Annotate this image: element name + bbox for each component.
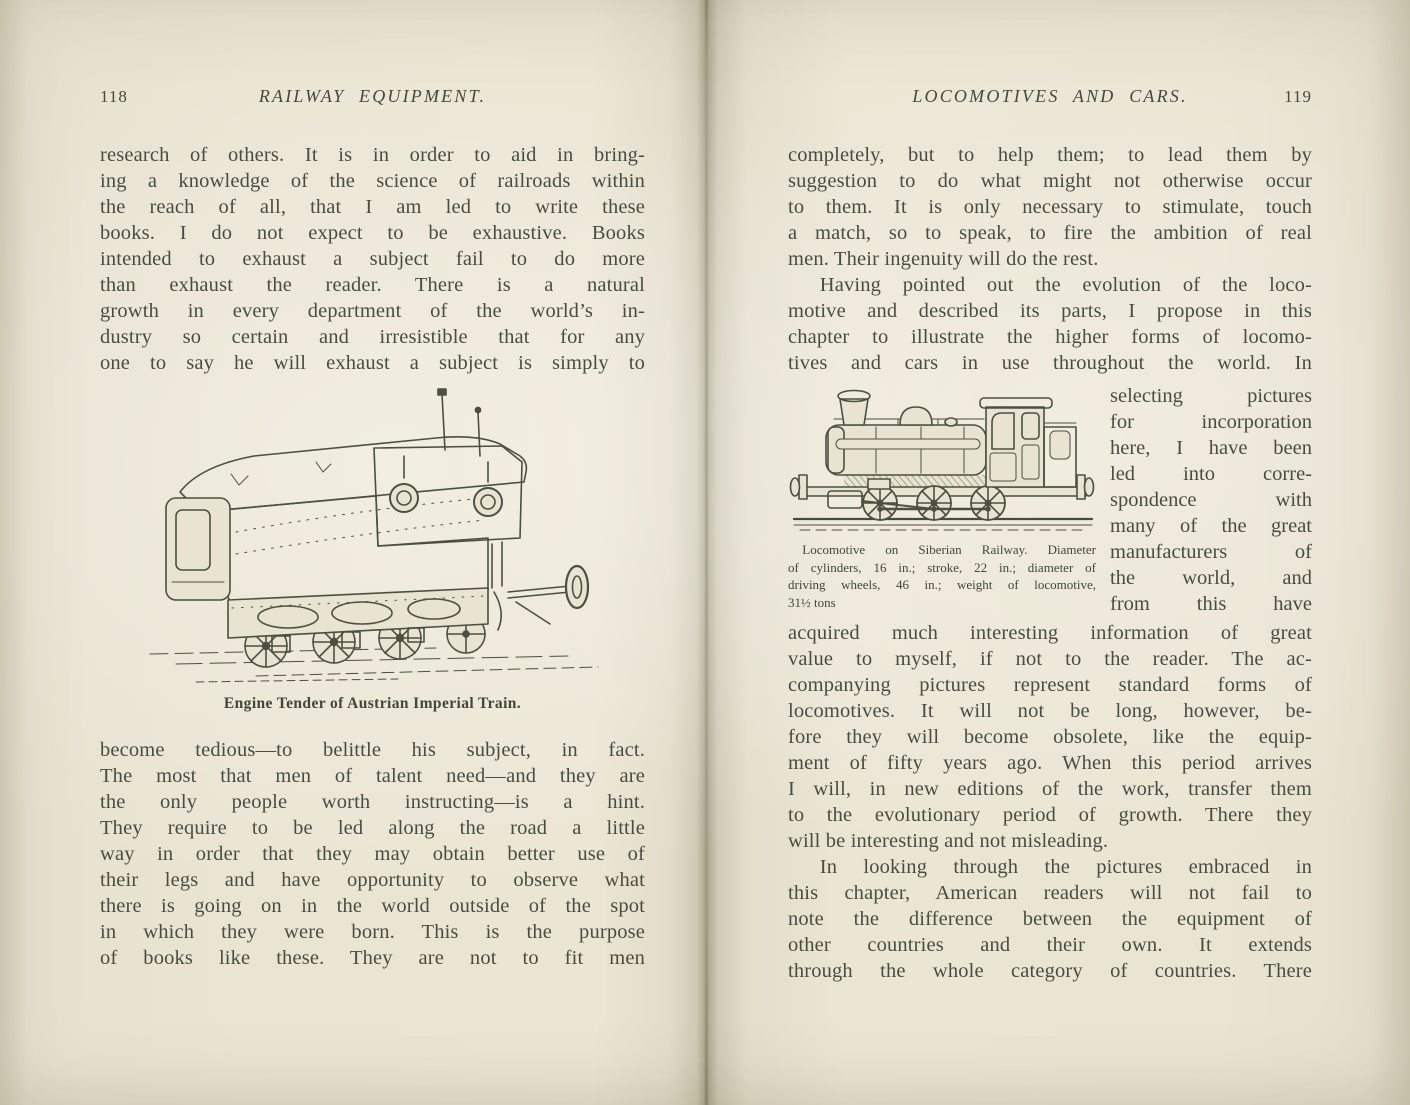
text-line: of cylinders, 16 in.; stroke, 22 in.; diameter of (788, 559, 1096, 575)
text-line: ment of fifty years ago. When this period arrives (788, 751, 1312, 774)
text-line: companying pictures represent standard forms of (788, 673, 1312, 696)
right-page-number: 119 (1284, 87, 1312, 106)
text-line: I will, in new editions of the work, transfer them (788, 777, 1312, 800)
text-line: to the evolutionary period of growth. There they (788, 803, 1312, 826)
text-line: for incorporation (1110, 411, 1312, 433)
text-line: locomotives. It will not be long, however, be- (788, 699, 1312, 722)
right-paragraph-3 (788, 854, 1312, 984)
text-line: spondence with (1110, 489, 1312, 511)
right-paragraph-1 (788, 142, 1312, 246)
locomotive-figure-caption-last-line: 31½ tons (788, 594, 836, 610)
left-running-head (100, 86, 645, 108)
text-line: manufacturers of (1110, 541, 1312, 563)
left-paragraph-top (100, 142, 645, 376)
locomotive-figure (788, 383, 1096, 620)
text-line: a match, so to speak, to fire the ambition of real (788, 222, 1312, 244)
text-line: than exhaust the reader. There is a natural (100, 274, 645, 296)
locomotive-figure-row (788, 383, 1312, 620)
text-line: selecting pictures (1110, 385, 1312, 407)
right-running-title: LOCOMOTIVES AND CARS. (912, 86, 1188, 106)
text-line: this chapter, American readers will not fail to (788, 881, 1312, 904)
left-page-number: 118 (100, 87, 128, 106)
page-gutter-shadow (705, 0, 708, 1105)
text-line: They require to be led along the road a little (100, 817, 645, 839)
text-line: chapter to illustrate the higher forms of locomo- (788, 326, 1312, 348)
text-line: their legs and have opportunity to observe what (100, 869, 645, 891)
text-line: from this have (1110, 593, 1312, 615)
text-line: suggestion to do what might not otherwise occur (788, 170, 1312, 192)
right-paragraph-2-final-line: will be interesting and not misleading. (788, 829, 1109, 852)
text-line: completely, but to help them; to lead them by (788, 144, 1312, 166)
text-line: Having pointed out the evolution of the loco- (819, 274, 1312, 296)
text-line: here, I have been (1110, 437, 1312, 459)
text-line: motive and described its parts, I propose in this (788, 300, 1312, 322)
text-line: the only people worth instructing—is a hint. (100, 791, 645, 813)
text-line: many of the great (1110, 515, 1312, 537)
tender-figure-caption: Engine Tender of Austrian Imperial Train. (223, 695, 522, 712)
locomotive-illustration (788, 383, 1096, 533)
text-line: of books like these. They are not to fit men (100, 947, 645, 969)
text-line: way in order that they may obtain better use of (100, 843, 645, 865)
right-running-head (788, 86, 1312, 108)
text-line: acquired much interesting information of great (788, 621, 1312, 644)
engine-tender-illustration (136, 386, 606, 686)
text-line: through the whole category of countries. There (788, 959, 1312, 982)
text-line: growth in every department of the world’s in- (100, 300, 645, 322)
text-line: note the difference between the equipment of (788, 907, 1312, 930)
tender-figure (100, 386, 645, 713)
text-line: research of others. It is in order to aid in bring- (100, 144, 645, 166)
text-line: become tedious—to belittle his subject, in fact. (100, 739, 645, 761)
text-line: dustry so certain and irresistible that for any (100, 326, 645, 348)
text-line: value to myself, if not to the reader. The ac- (788, 647, 1312, 670)
text-line: led into corre- (1110, 463, 1312, 485)
text-line: Locomotive on Siberian Railway. Diameter (802, 542, 1096, 557)
left-paragraph-bottom (100, 737, 645, 971)
text-line: The most that men of talent need—and they are (100, 765, 645, 787)
left-running-title: RAILWAY EQUIPMENT. (258, 86, 487, 106)
text-line: there is going on in the world outside of the spot (100, 895, 645, 917)
right-page (788, 86, 1312, 984)
text-line: in which they were born. This is the purpose (100, 921, 645, 943)
right-paragraph-2-continued (788, 620, 1312, 828)
text-line: the world, and (1110, 567, 1312, 589)
text-line: intended to exhaust a subject fail to do more (100, 248, 645, 270)
right-wrap-column (1110, 383, 1312, 620)
text-line: books. I do not expect to be exhaustive. Books (100, 222, 645, 244)
right-paragraph-1-last-line: men. Their ingenuity will do the rest. (788, 248, 1099, 270)
text-line: In looking through the pictures embraced in (819, 855, 1312, 878)
text-line: driving wheels, 46 in.; weight of locomotive, (788, 577, 1096, 592)
left-page (100, 86, 645, 971)
text-line: ing a knowledge of the science of railroads within (100, 170, 645, 192)
text-line: tives and cars in use throughout the world. In (788, 352, 1312, 374)
text-line: the reach of all, that I am led to write these (100, 196, 645, 218)
right-paragraph-2 (788, 272, 1312, 376)
text-line: to them. It is only necessary to stimulate, touch (788, 196, 1312, 218)
text-line: other countries and their own. It extends (788, 933, 1312, 956)
text-line: one to say he will exhaust a subject is simply to (100, 352, 645, 374)
text-line: fore they will become obsolete, like the equip- (788, 725, 1312, 748)
locomotive-figure-caption (788, 541, 1096, 594)
